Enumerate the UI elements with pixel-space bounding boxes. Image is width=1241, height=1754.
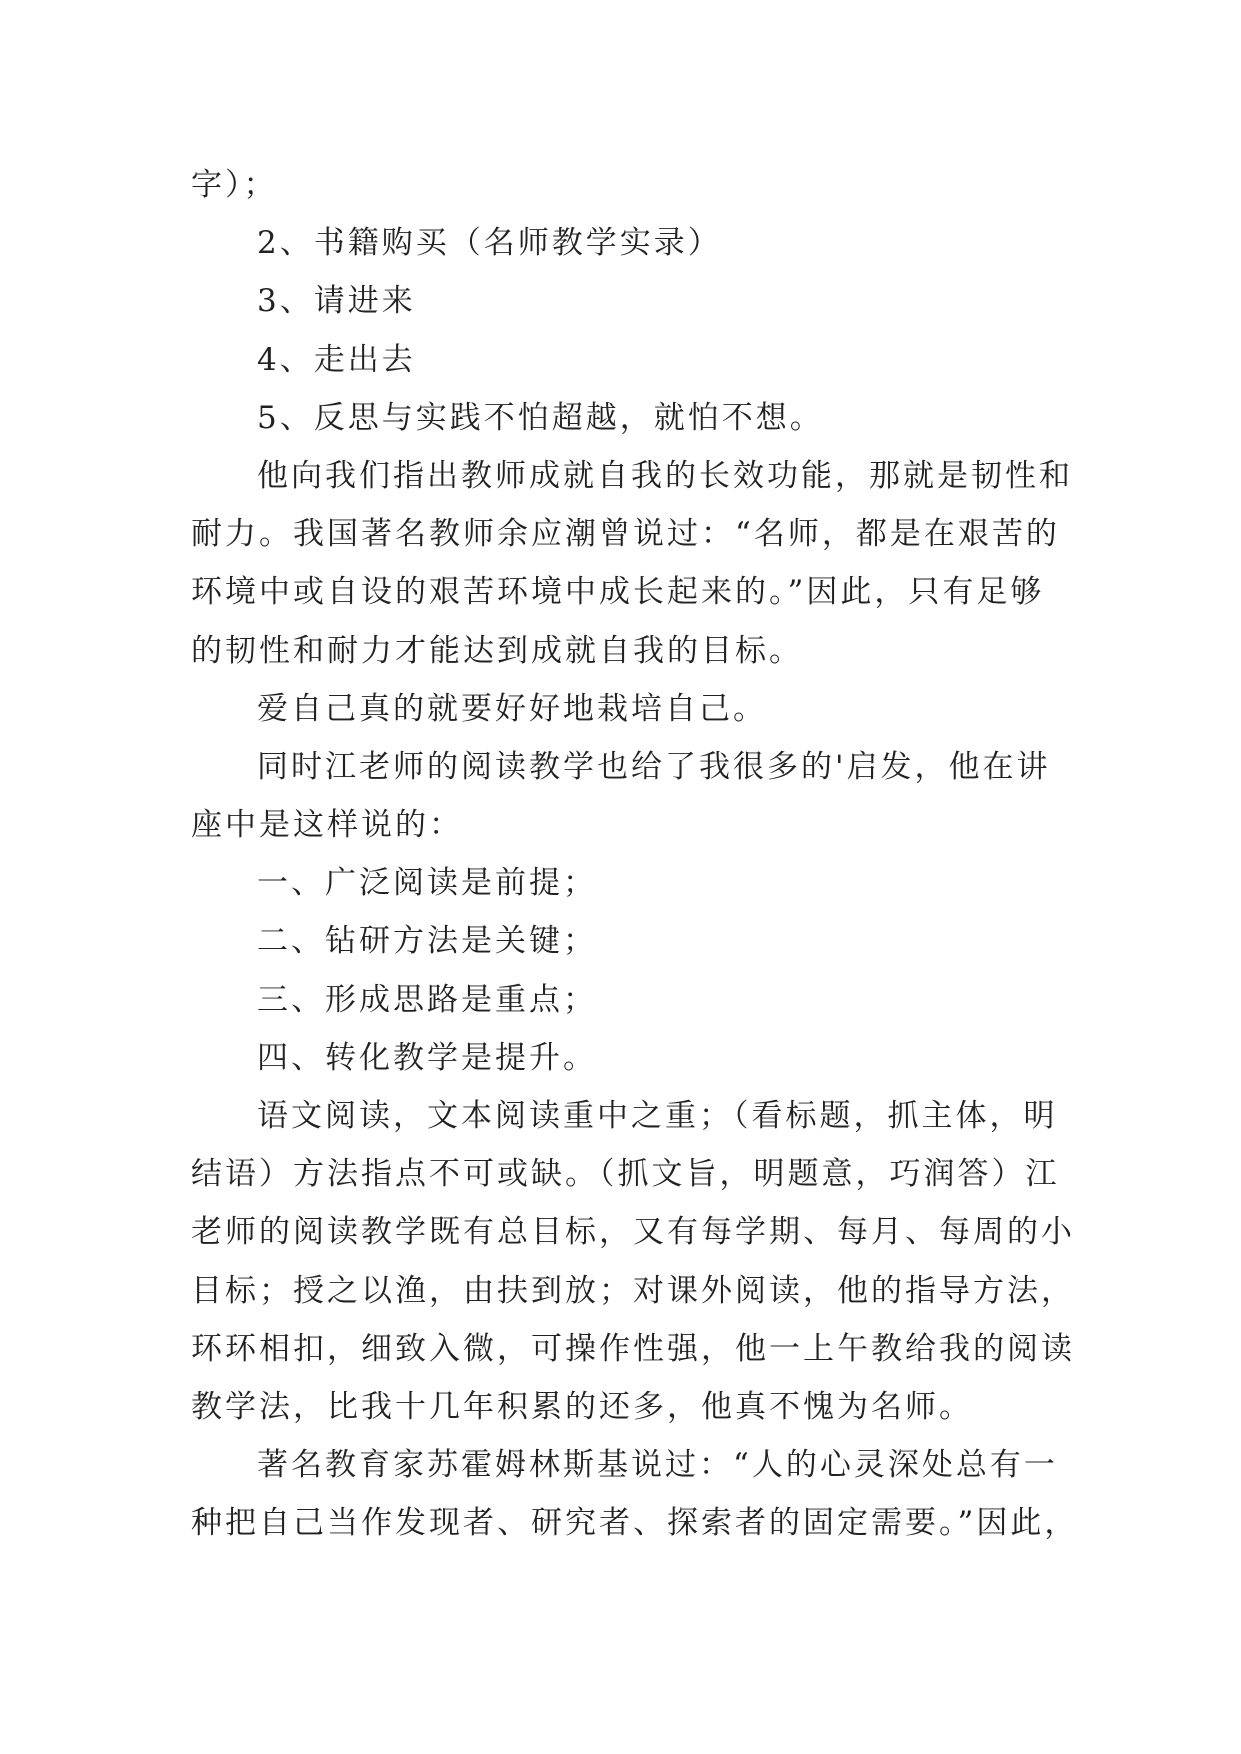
paragraph-line: 语文阅读，文本阅读重中之重；（看标题，抓主体，明 bbox=[257, 1098, 1058, 1134]
paragraph-line: 环环相扣，细致入微，可操作性强，他一上午教给我的阅读 bbox=[191, 1330, 1075, 1367]
list-item: 三、形成思路是重点； bbox=[257, 981, 597, 1018]
list-item: 四、转化教学是提升。 bbox=[257, 1039, 597, 1076]
list-item: 2、书籍购买（名师教学实录） bbox=[257, 225, 722, 262]
list-item: 4、走出去 bbox=[257, 341, 416, 378]
paragraph-line: 的韧性和耐力才能达到成就自我的目标。 bbox=[191, 632, 803, 669]
paragraph-line: 著名教育家苏霍姆林斯基说过：“人的心灵深处总有一 bbox=[257, 1447, 1058, 1484]
paragraph-line: 耐力。我国著名教师余应潮曾说过：“名师，都是在艰苦的 bbox=[191, 516, 1060, 553]
document-body bbox=[191, 156, 1079, 1553]
paragraph-line: 结语）方法指点不可或缺。（抓文旨，明题意，巧润答）江 bbox=[191, 1156, 1060, 1193]
list-item: 二、钻研方法是关键； bbox=[257, 923, 597, 960]
text-line: 字）； bbox=[191, 167, 278, 203]
paragraph-line: 环境中或自设的艰苦环境中成长起来的。”因此，只有足够 bbox=[191, 574, 1045, 611]
paragraph-line: 教学法，比我十几年积累的还多，他真不愧为名师。 bbox=[191, 1388, 973, 1425]
paragraph-line: 目标；授之以渔，由扶到放；对课外阅读，他的指导方法， bbox=[191, 1272, 1075, 1309]
paragraph-line: 种把自己当作发现者、研究者、探索者的固定需要。”因此， bbox=[191, 1505, 1079, 1542]
paragraph-line: 爱自己真的就要好好地栽培自己。 bbox=[257, 690, 767, 727]
paragraph-line: 同时江老师的阅读教学也给了我很多的'启发，他在讲 bbox=[257, 748, 1051, 785]
paragraph-line: 他向我们指出教师成就自我的长效功能，那就是韧性和 bbox=[257, 457, 1073, 494]
paragraph-line: 老师的阅读教学既有总目标，又有每学期、每月、每周的小 bbox=[191, 1214, 1075, 1251]
list-item: 一、广泛阅读是前提； bbox=[257, 865, 597, 902]
list-item: 3、请进来 bbox=[257, 283, 416, 320]
paragraph-line: 座中是这样说的： bbox=[191, 807, 463, 844]
list-item: 5、反思与实践不怕超越，就怕不想。 bbox=[257, 399, 824, 436]
